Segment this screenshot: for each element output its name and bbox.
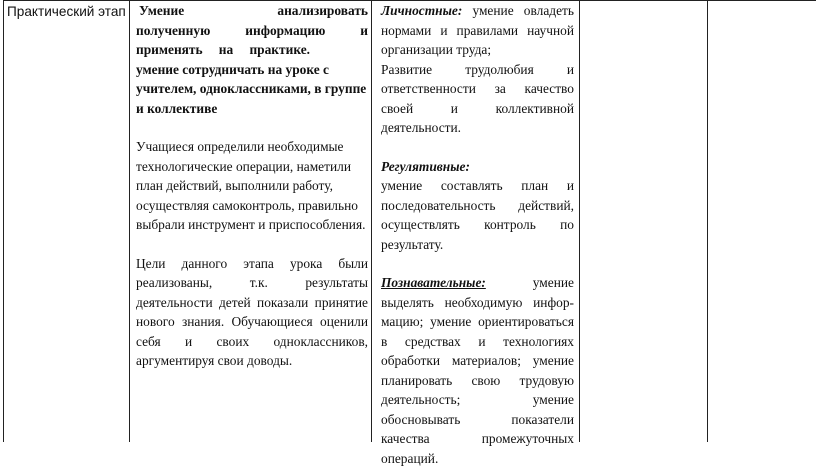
- goals-paragraph: [136, 254, 368, 371]
- personal-line: [381, 1, 574, 21]
- results-line: план действий, выполнили работу,: [136, 176, 368, 196]
- skills-line: и коллективе: [136, 99, 368, 119]
- skills-line: умение сотрудничать на уроке с: [136, 60, 368, 80]
- cognitive-line: мацию; умение ориентироваться: [381, 312, 574, 332]
- stage-name: Практический этап: [7, 2, 128, 21]
- results-line: технологические операции, наметили: [136, 157, 368, 177]
- cognitive-line: операций.: [381, 449, 574, 468]
- uud-cell: [381, 1, 574, 468]
- skills-line: учителем, одноклассниками, в группе: [136, 79, 368, 99]
- goals-line: деятельности детей показали принятие: [136, 293, 368, 313]
- personal-line: деятельности.: [381, 118, 574, 138]
- cognitive-line: обработки материалов; умение: [381, 351, 574, 371]
- activity-cell: [136, 1, 368, 371]
- empty-cell-5: [708, 1, 816, 442]
- goals-line: Цели данного этапа урока были: [136, 254, 368, 274]
- cognitive-line: обосновывать показатели: [381, 410, 574, 430]
- regulative-line: результату.: [381, 235, 574, 255]
- regulative-heading: Регулятивные:: [381, 157, 574, 177]
- skills-line: применять на практике.: [136, 40, 310, 60]
- personal-block: [381, 1, 574, 138]
- regulative-line: осуществлять контроль по: [381, 215, 574, 235]
- results-line: осуществляя самоконтроль, правильно: [136, 196, 368, 216]
- personal-line: нормами и правилами научной: [381, 21, 574, 41]
- column-border-1: [3, 0, 4, 442]
- goals-line: аргументируя свои доводы.: [136, 351, 368, 371]
- cognitive-line: в средствах и технологиях: [381, 332, 574, 352]
- skills-line: Умение анализировать: [136, 1, 368, 21]
- personal-line: ответственности за качество: [381, 79, 574, 99]
- empty-cell-4: [580, 1, 707, 442]
- personal-line: Развитие трудолюбия и: [381, 60, 574, 80]
- personal-text: умение овладеть: [472, 3, 574, 18]
- column-border-3: [371, 0, 372, 442]
- goals-line: реализованы, т.к. результаты: [136, 273, 368, 293]
- skills-line: полученную информацию и: [136, 21, 368, 41]
- personal-heading: Личностные:: [381, 3, 462, 18]
- column-border-2: [129, 0, 130, 442]
- stage-cell: [4, 1, 128, 21]
- skills-block: [136, 1, 368, 118]
- results-line: Учащиеся определили необходимые: [136, 137, 368, 157]
- cognitive-line: выделять необходимую инфор-: [381, 293, 574, 313]
- regulative-block: [381, 157, 574, 255]
- goals-line: нового знания. Обучающиеся оценили: [136, 312, 368, 332]
- cognitive-line: планировать свою трудовую: [381, 371, 574, 391]
- results-paragraph: [136, 137, 368, 235]
- results-line: выбрали инструмент и приспособления.: [136, 215, 368, 235]
- cognitive-text: умение: [533, 275, 574, 290]
- cognitive-line: качества промежуточных: [381, 429, 574, 449]
- cognitive-line: деятельность; умение: [381, 390, 574, 410]
- personal-line: своей и коллективной: [381, 99, 574, 119]
- cognitive-line: [381, 273, 574, 293]
- regulative-line: умение составлять план и: [381, 176, 574, 196]
- goals-line: себя и своих одноклассников,: [136, 332, 368, 352]
- regulative-line: последовательность действий,: [381, 196, 574, 216]
- cognitive-block: [381, 273, 574, 468]
- cognitive-heading: Познавательные:: [381, 275, 486, 290]
- personal-line: организации труда;: [381, 40, 574, 60]
